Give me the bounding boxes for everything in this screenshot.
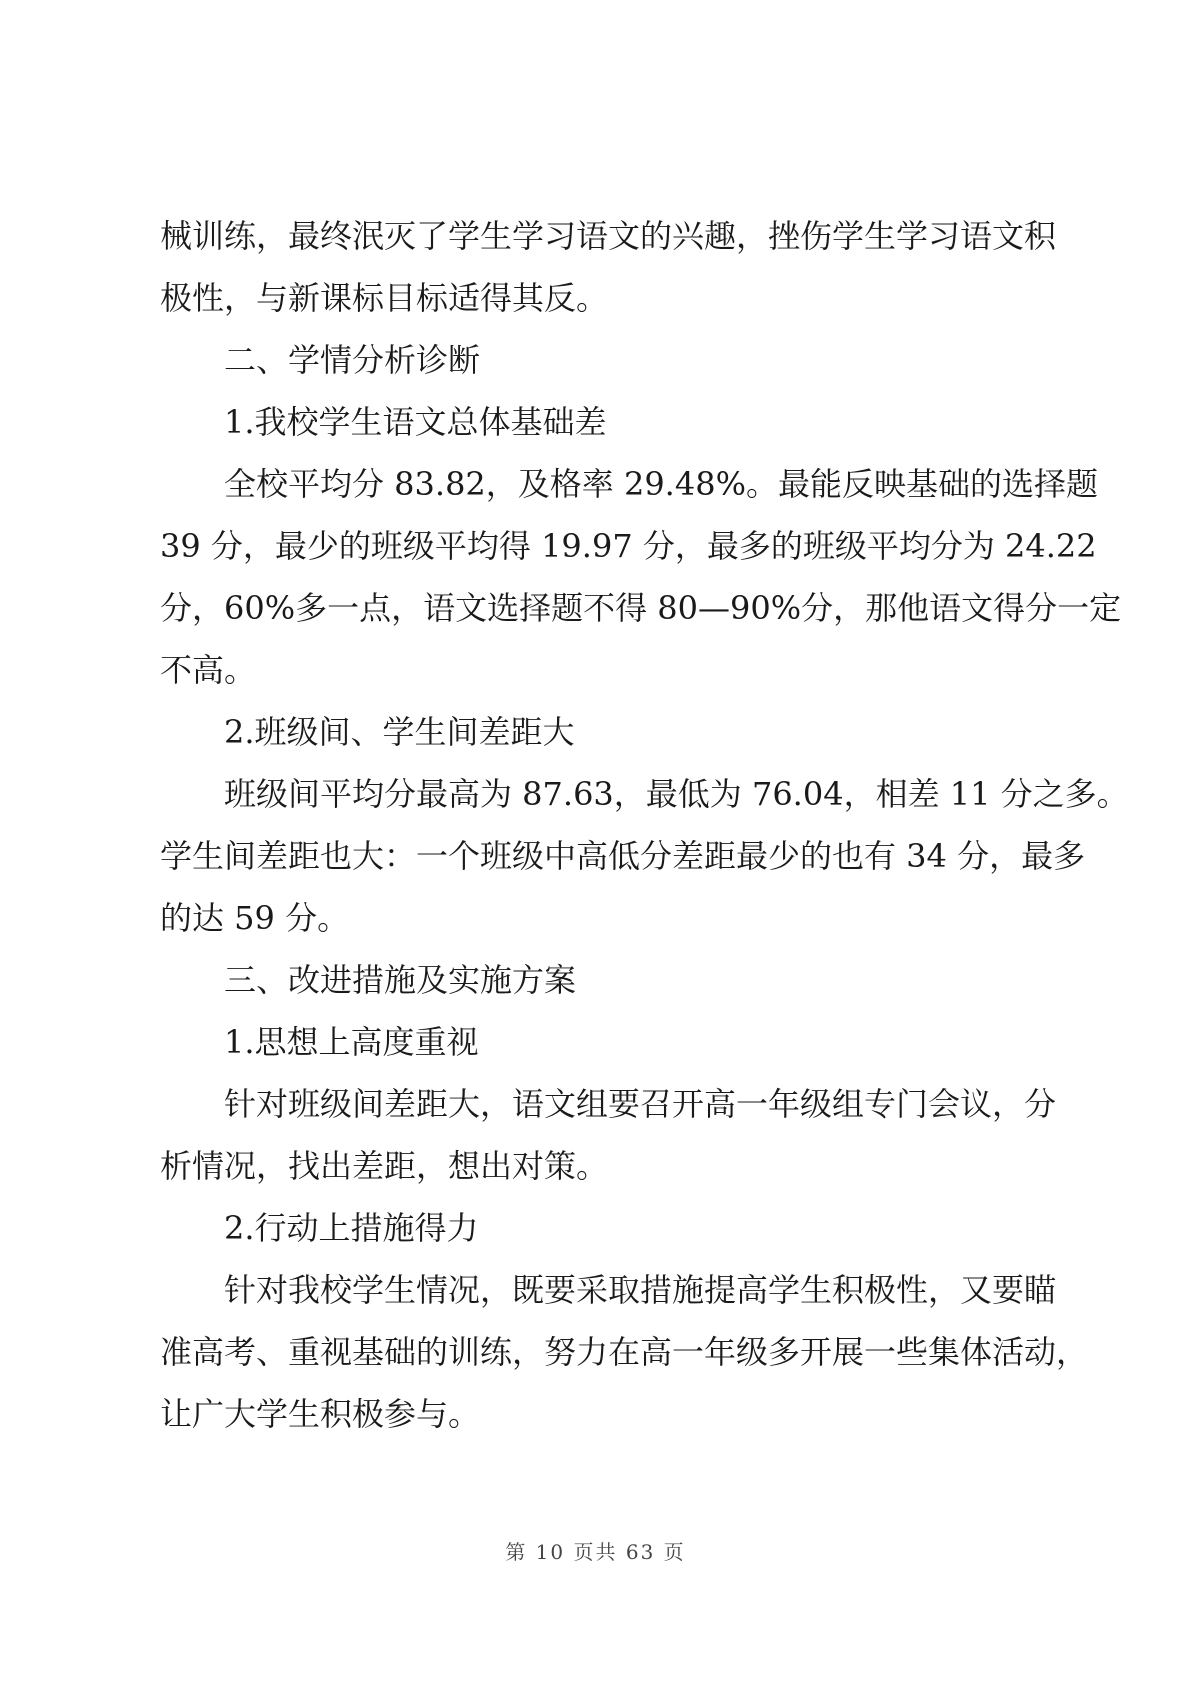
paragraph-line: 的达 59 分。 (160, 899, 350, 937)
paragraph-line: 械训练，最终泯灭了学生学习语文的兴趣，挫伤学生学习语文积 (160, 217, 1057, 255)
paragraph-line: 全校平均分 83.82，及格率 29.48%。最能反映基础的选择题 (224, 465, 1098, 503)
page-footer (0, 1536, 1191, 1565)
paragraph-line: 不高。 (160, 651, 257, 689)
paragraph-line: 学生间差距也大：一个班级中高低分差距最少的也有 34 分，最多 (160, 837, 1086, 875)
section-heading: 三、改进措施及实施方案 (224, 961, 577, 999)
section-heading: 二、学情分析诊断 (224, 341, 481, 379)
subsection-heading: 2.行动上措施得力 (224, 1209, 479, 1247)
subsection-heading: 1.我校学生语文总体基础差 (224, 403, 607, 441)
subsection-heading: 1.思想上高度重视 (224, 1023, 479, 1061)
paragraph-line: 分，60%多一点，语文选择题不得 80—90%分，那他语文得分一定 (160, 589, 1122, 627)
paragraph-line: 准高考、重视基础的训练，努力在高一年级多开展一些集体活动， (160, 1333, 1089, 1371)
paragraph-line: 析情况，找出差距，想出对策。 (160, 1147, 609, 1185)
paragraph-line: 39 分，最少的班级平均得 19.97 分，最多的班级平均分为 24.22 (160, 527, 1097, 565)
page-number: 第 10 页共 63 页 (505, 1540, 686, 1564)
paragraph-line: 班级间平均分最高为 87.63，最低为 76.04，相差 11 分之多。 (224, 775, 1129, 813)
paragraph-line: 极性，与新课标目标适得其反。 (160, 279, 609, 317)
paragraph-line: 针对我校学生情况，既要采取措施提高学生积极性，又要瞄 (224, 1271, 1057, 1309)
paragraph-line: 针对班级间差距大，语文组要召开高一年级组专门会议，分 (224, 1085, 1057, 1123)
document-body (160, 205, 1129, 1445)
paragraph-line: 让广大学生积极参与。 (160, 1395, 481, 1433)
subsection-heading: 2.班级间、学生间差距大 (224, 713, 575, 751)
